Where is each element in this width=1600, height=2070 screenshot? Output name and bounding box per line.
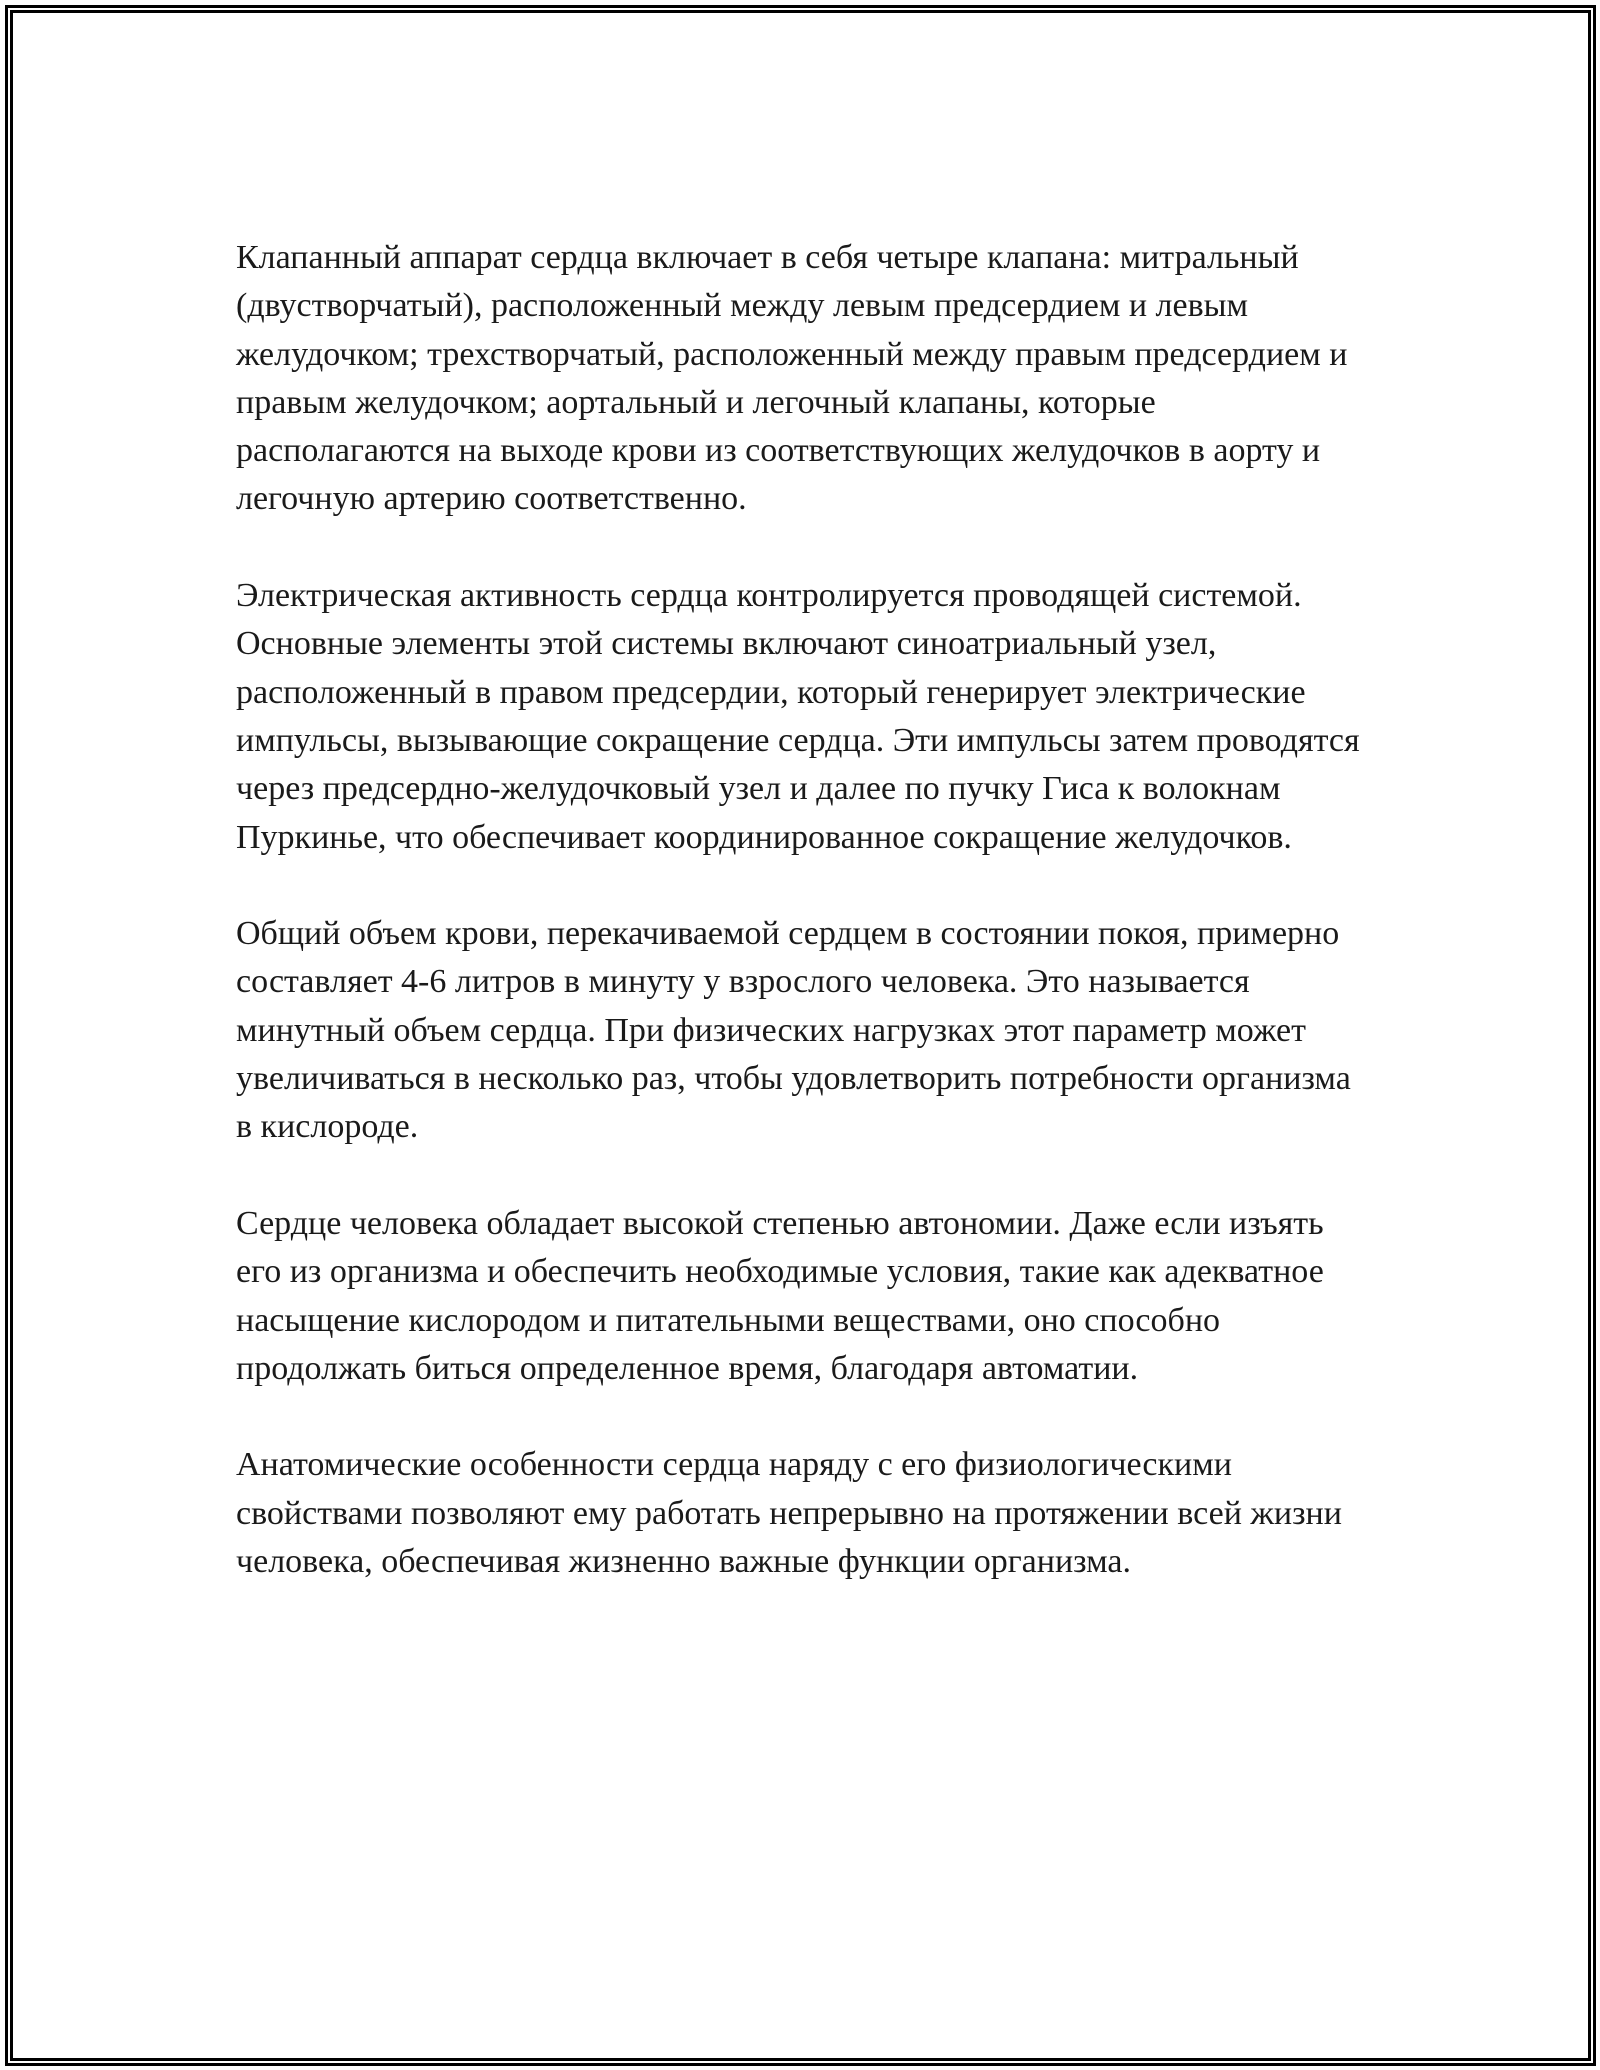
paragraph-conduction-system: Электрическая активность сердца контролируется проводящей системой. Основные элементы этой системы включают синоатриальный узел, расположенный в правом предсердии, который генерирует электрические импульсы, вызывающие сокращение сердца. Эти импульсы затем проводятся через предсердно-желудочковый узел и далее по пучку Гиса к волокнам Пуркинье, что обеспечивает координированное сокращение желудочков. <box>236 577 1360 856</box>
paragraph-heart-autonomy: Сердце человека обладает высокой степенью автономии. Даже если изъять его из организма и обеспечить необходимые условия, такие как адекватное насыщение кислородом и питательными веществами, оно способно продолжать биться определенное время, благодаря автоматии. <box>236 1204 1324 1387</box>
document-body <box>236 234 1366 1586</box>
paragraph-anatomy-summary: Анатомические особенности сердца наряду с его физиологическими свойствами позволяют ему работать непрерывно на протяжении всей жизни человека, обеспечивая жизненно важные функции организма. <box>236 1446 1342 1581</box>
paragraph-heart-valves: Клапанный аппарат сердца включает в себя четыре клапана: митральный (двустворчатый), расположенный между левым предсердием и левым желудочком; трехстворчатый, расположенный между правым предсердием и правым желудочком; аортальный и легочный клапаны, которые располагаются на выходе крови из соответствующих желудочков в аорту и легочную артерию соответственно. <box>236 239 1348 518</box>
paragraph-cardiac-output: Общий объем крови, перекачиваемой сердцем в состоянии покоя, примерно составляет 4-6 литров в минуту у взрослого человека. Это называется минутный объем сердца. При физических нагрузках этот параметр может увеличиваться в несколько раз, чтобы удовлетворить потребности организма в кислороде. <box>236 915 1351 1146</box>
